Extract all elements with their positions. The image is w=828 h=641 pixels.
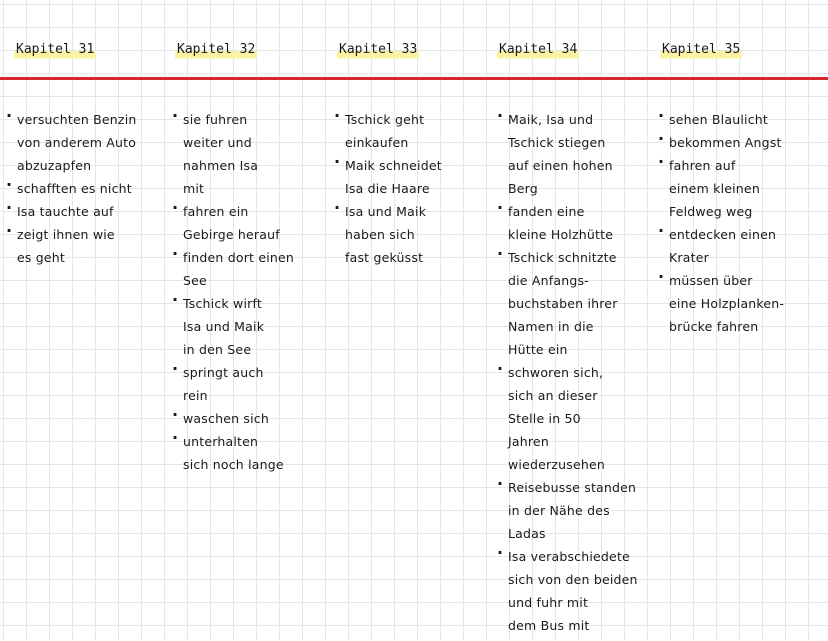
bullet-line: Ladas bbox=[508, 526, 546, 541]
bullet-line: sich an dieser bbox=[508, 388, 598, 403]
bullet-line: eine Holzplanken- bbox=[669, 296, 785, 311]
bullet-line: · Tschick wirft bbox=[183, 296, 262, 311]
bullet-line: · Isa verabschiedete bbox=[508, 549, 630, 564]
bullet-line: · sehen Blaulicht bbox=[669, 112, 768, 127]
bullet-item bbox=[172, 361, 294, 407]
bullet-line: buchstaben ihrer bbox=[508, 296, 618, 311]
bullet-line: See bbox=[183, 273, 207, 288]
bullet-line: in den See bbox=[183, 342, 252, 357]
bullet-line: nahmen Isa bbox=[183, 158, 259, 173]
chapter-title-31: Kapitel 31 bbox=[14, 40, 96, 60]
bullet-line: · Tschick geht bbox=[345, 112, 425, 127]
bullet-line: Jahren bbox=[508, 434, 549, 449]
bullet-line: · zeigt ihnen wie bbox=[17, 227, 115, 242]
bullet-line: sich noch lange bbox=[183, 457, 284, 472]
bullet-line: · Isa und Maik bbox=[345, 204, 427, 219]
bullet-item bbox=[6, 200, 137, 223]
bullet-line: die Anfangs- bbox=[508, 273, 589, 288]
bullet-item bbox=[334, 200, 442, 269]
bullet-line: weiter und bbox=[183, 135, 252, 150]
bullet-line: · fahren ein bbox=[183, 204, 249, 219]
bullet-line: · finden dort einen bbox=[183, 250, 295, 265]
bullet-item bbox=[172, 108, 294, 200]
bullet-line: fast geküsst bbox=[345, 250, 424, 265]
bullet-line: Tschick stiegen bbox=[508, 135, 606, 150]
bullet-line: Stelle in 50 bbox=[508, 411, 581, 426]
bullet-item bbox=[334, 154, 442, 200]
bullet-line: · entdecken einen bbox=[669, 227, 777, 242]
chapter-column-32 bbox=[172, 108, 294, 476]
bullet-line: · schafften es nicht bbox=[17, 181, 132, 196]
bullet-item bbox=[497, 545, 638, 637]
bullet-item bbox=[497, 361, 638, 476]
bullet-line: Feldweg weg bbox=[669, 204, 753, 219]
chapter-column-34 bbox=[497, 108, 638, 637]
bullet-line: Namen in die bbox=[508, 319, 594, 334]
bullet-item bbox=[172, 246, 294, 292]
bullet-line: einkaufen bbox=[345, 135, 409, 150]
bullet-line: rein bbox=[183, 388, 208, 403]
bullet-item bbox=[6, 223, 137, 269]
bullet-line: auf einen hohen bbox=[508, 158, 613, 173]
bullet-line: dem Bus mit bbox=[508, 618, 590, 633]
bullet-line: in der Nähe des bbox=[508, 503, 610, 518]
chapter-column-35 bbox=[658, 108, 784, 338]
bullet-line: es geht bbox=[17, 250, 66, 265]
bullet-line: mit bbox=[183, 181, 205, 196]
bullet-line: von anderem Auto bbox=[17, 135, 137, 150]
chapter-title-34: Kapitel 34 bbox=[497, 40, 579, 60]
bullet-line: · Tschick schnitzte bbox=[508, 250, 617, 265]
bullet-line: · Reisebusse standen bbox=[508, 480, 637, 495]
bullet-line: · Isa tauchte auf bbox=[17, 204, 114, 219]
chapter-column-31 bbox=[6, 108, 137, 269]
bullet-line: einem kleinen bbox=[669, 181, 760, 196]
bullet-item bbox=[658, 131, 784, 154]
bullet-line: · Maik schneidet bbox=[345, 158, 442, 173]
bullet-line: · bekommen Angst bbox=[669, 135, 782, 150]
bullet-item bbox=[6, 108, 137, 177]
bullet-item bbox=[497, 476, 638, 545]
chapter-column-33 bbox=[334, 108, 442, 269]
bullet-line: · unterhalten bbox=[183, 434, 259, 449]
bullet-line: Hütte ein bbox=[508, 342, 568, 357]
bullet-item bbox=[497, 200, 638, 246]
bullet-line: · müssen über bbox=[669, 273, 753, 288]
bullet-line: · sie fuhren bbox=[183, 112, 248, 127]
bullet-line: · waschen sich bbox=[183, 411, 269, 426]
bullet-line: · schworen sich, bbox=[508, 365, 604, 380]
bullet-line: · springt auch bbox=[183, 365, 264, 380]
bullet-line: kleine Holzhütte bbox=[508, 227, 614, 242]
bullet-item bbox=[497, 246, 638, 361]
chapter-title-33: Kapitel 33 bbox=[337, 40, 419, 60]
chapter-title-32: Kapitel 32 bbox=[175, 40, 257, 60]
bullet-line: · Maik, Isa und bbox=[508, 112, 594, 127]
bullet-line: · versuchten Benzin bbox=[17, 112, 137, 127]
bullet-item bbox=[658, 269, 784, 338]
bullet-line: Isa die Haare bbox=[345, 181, 430, 196]
chapter-header-row bbox=[0, 0, 828, 78]
bullet-item bbox=[172, 407, 294, 430]
bullet-item bbox=[172, 200, 294, 246]
bullet-item bbox=[497, 108, 638, 200]
bullet-line: Krater bbox=[669, 250, 709, 265]
bullet-item bbox=[658, 108, 784, 131]
bullet-item bbox=[6, 177, 137, 200]
bullet-line: abzuzapfen bbox=[17, 158, 92, 173]
bullet-line: brücke fahren bbox=[669, 319, 759, 334]
bullet-line: · fanden eine bbox=[508, 204, 585, 219]
bullet-line: haben sich bbox=[345, 227, 415, 242]
bullet-line: · fahren auf bbox=[669, 158, 736, 173]
bullet-line: Gebirge herauf bbox=[183, 227, 280, 242]
bullet-line: wiederzusehen bbox=[508, 457, 605, 472]
chapter-title-35: Kapitel 35 bbox=[660, 40, 742, 60]
bullet-line: sich von den beiden bbox=[508, 572, 638, 587]
bullet-item bbox=[172, 430, 294, 476]
bullet-line: Isa und Maik bbox=[183, 319, 265, 334]
header-divider bbox=[0, 77, 828, 80]
bullet-line: und fuhr mit bbox=[508, 595, 589, 610]
bullet-item bbox=[172, 292, 294, 361]
bullet-item bbox=[658, 154, 784, 223]
bullet-item bbox=[334, 108, 442, 154]
bullet-line: Berg bbox=[508, 181, 538, 196]
bullet-item bbox=[658, 223, 784, 269]
